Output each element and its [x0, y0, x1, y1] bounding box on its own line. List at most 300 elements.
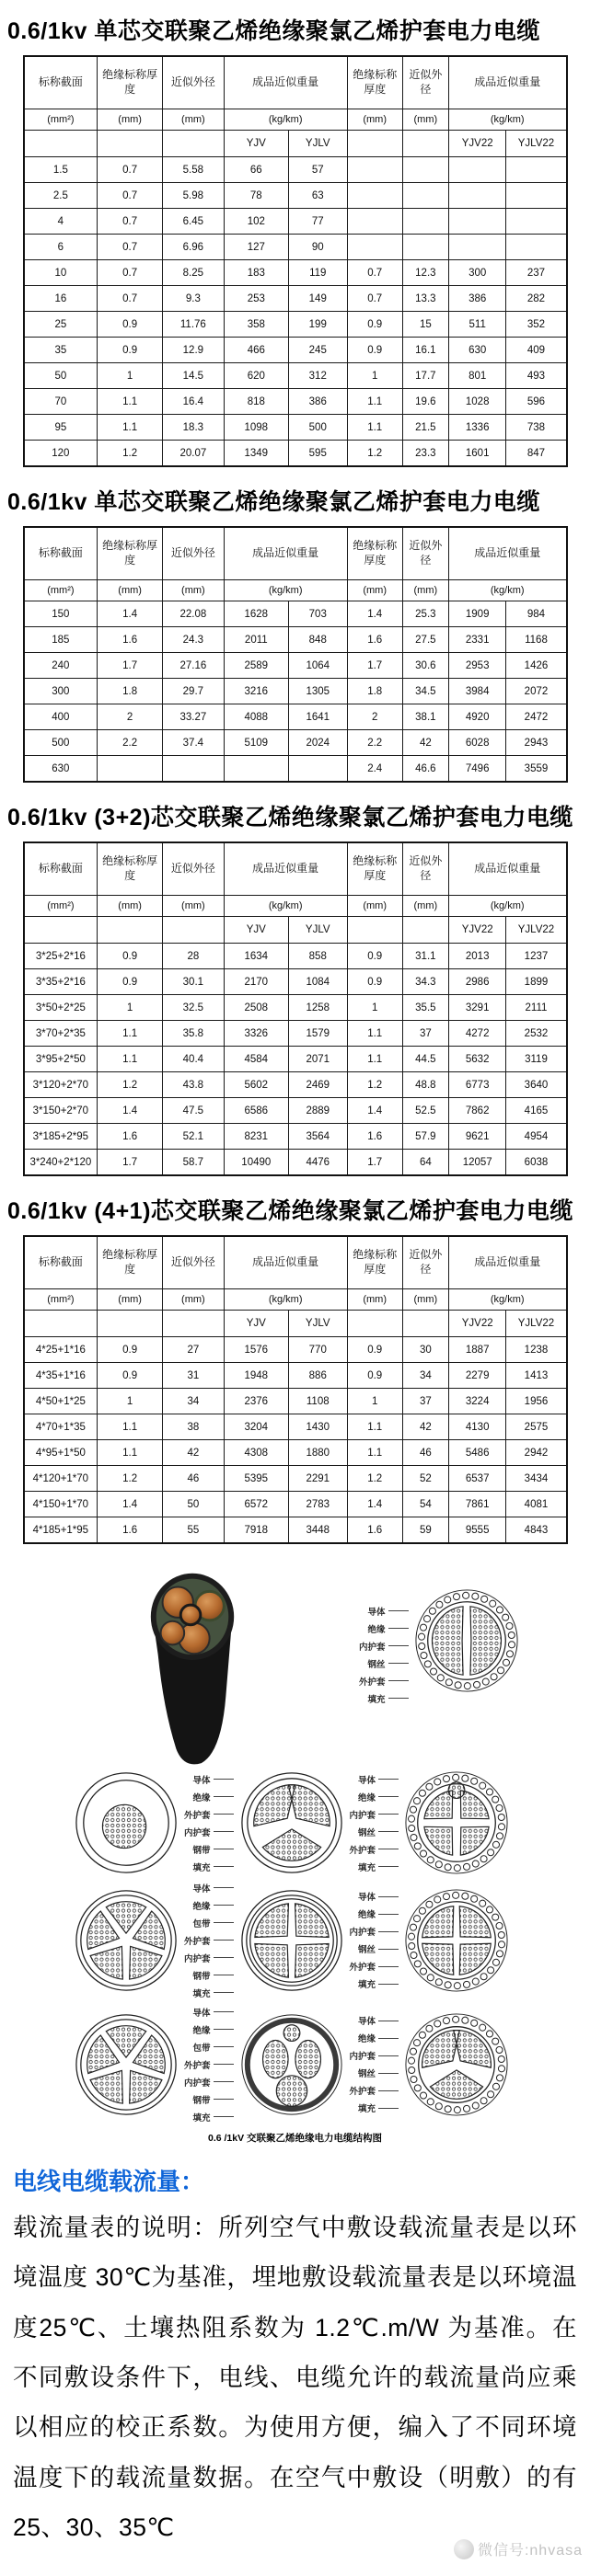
value-cell: 0.9 [98, 1337, 163, 1363]
diagram-label-text: 包带 [192, 2043, 211, 2054]
value-cell: 848 [288, 627, 347, 653]
table-row [24, 1363, 567, 1389]
value-cell: 1.4 [347, 1098, 402, 1124]
type-cell [163, 917, 225, 944]
value-cell: 0.7 [347, 286, 402, 312]
value-cell: 35.5 [402, 995, 448, 1021]
spec-table-4plus1-core [23, 1235, 568, 1544]
value-cell: 1956 [506, 1389, 567, 1414]
value-cell [448, 183, 506, 209]
value-cell: 55 [163, 1517, 225, 1544]
value-cell: 2 [347, 704, 402, 730]
value-cell: 1.1 [98, 1047, 163, 1072]
diagram-label-text: 填充 [358, 2104, 376, 2114]
leader-line [378, 1866, 399, 1867]
leader-line [378, 2090, 399, 2091]
value-cell: 2011 [224, 627, 288, 653]
value-cell: 3434 [506, 1466, 567, 1492]
value-cell: 32.5 [163, 995, 225, 1021]
value-cell: 31 [163, 1363, 225, 1389]
unit-cell: (mm) [98, 580, 163, 601]
value-cell: 2024 [288, 730, 347, 756]
value-cell: 33.27 [163, 704, 225, 730]
value-cell: 0.9 [98, 969, 163, 995]
wechat-logo-icon [454, 2539, 474, 2559]
value-cell: 35.8 [163, 1021, 225, 1047]
value-cell: 6.45 [163, 209, 225, 235]
table-row [24, 235, 567, 260]
value-cell: 8231 [224, 1124, 288, 1150]
value-cell: 1426 [506, 653, 567, 679]
value-cell: 3*240+2*120 [24, 1150, 98, 1176]
value-cell: 4*150+1*70 [24, 1492, 98, 1517]
leader-line [214, 1831, 234, 1832]
diagram-labels-armor [350, 2012, 399, 2117]
value-cell [506, 157, 567, 183]
value-cell: 1.6 [347, 1124, 402, 1150]
diagram-label [184, 1899, 234, 1912]
diagram-label [184, 1986, 234, 1999]
value-cell: 46 [163, 1466, 225, 1492]
type-cell: YJLV [288, 917, 347, 944]
value-cell: 1.4 [347, 601, 402, 627]
value-cell: 40.4 [163, 1047, 225, 1072]
value-cell: 4088 [224, 704, 288, 730]
value-cell: 34 [163, 1389, 225, 1414]
value-cell: 6537 [448, 1466, 506, 1492]
leader-line [388, 1610, 409, 1611]
value-cell: 27.5 [402, 627, 448, 653]
diagram-label [350, 2067, 399, 2079]
value-cell: 1 [98, 995, 163, 1021]
value-cell: 127 [224, 235, 288, 260]
value-cell: 3224 [448, 1389, 506, 1414]
table-row [24, 1098, 567, 1124]
table-row [24, 183, 567, 209]
value-cell: 1336 [448, 415, 506, 441]
diagram-label-text: 绝缘 [192, 1901, 211, 1912]
value-cell: 2111 [506, 995, 567, 1021]
value-cell: 4843 [506, 1517, 567, 1544]
table-row [24, 1337, 567, 1363]
value-cell: 818 [224, 389, 288, 415]
value-cell: 6586 [224, 1098, 288, 1124]
value-cell: 630 [24, 756, 98, 783]
unit-cell: (mm²) [24, 580, 98, 601]
value-cell: 4308 [224, 1440, 288, 1466]
diagram-c4armor [402, 1886, 511, 1995]
value-cell: 38.1 [402, 704, 448, 730]
diagram-label-text: 绝缘 [367, 1624, 386, 1635]
leader-line [378, 1831, 399, 1832]
diagram-label-text: 内护套 [349, 2052, 376, 2062]
column-header: 绝缘标称厚度 [347, 56, 402, 109]
type-cell [347, 131, 402, 157]
diagram-label-text: 内护套 [359, 1642, 386, 1653]
leader-line [214, 1866, 234, 1867]
value-cell: 3640 [506, 1072, 567, 1098]
leader-line [214, 1779, 234, 1780]
spec-table-single-core-small [23, 55, 568, 467]
diagram-label [184, 1917, 234, 1929]
table-row [24, 441, 567, 467]
type-cell [24, 1311, 98, 1337]
value-cell: 2943 [506, 730, 567, 756]
value-cell: 0.7 [98, 157, 163, 183]
table-3-title: 0.6/1kv (3+2)芯交联聚乙烯绝缘聚氯乙烯护套电力电缆 [7, 805, 573, 830]
cable-cross-section-c4p1armor [402, 1769, 511, 1877]
diagram-label-text: 外护套 [349, 2087, 376, 2097]
column-header: 绝缘标称厚度 [347, 527, 402, 580]
value-cell [224, 756, 288, 783]
leader-line [378, 1896, 399, 1897]
table-row [24, 679, 567, 704]
value-cell: 4*35+1*16 [24, 1363, 98, 1389]
unit-cell: (kg/km) [448, 580, 566, 601]
value-cell: 3291 [448, 995, 506, 1021]
value-cell: 1413 [506, 1363, 567, 1389]
value-cell: 7918 [224, 1517, 288, 1544]
type-cell [402, 917, 448, 944]
column-header: 近似外径 [163, 1236, 225, 1289]
value-cell: 1.4 [98, 1492, 163, 1517]
spec-table-3plus2-core [23, 841, 568, 1176]
diagram-label [184, 1860, 234, 1873]
leader-line [378, 1914, 399, 1915]
table-row [24, 1466, 567, 1492]
table-row [24, 601, 567, 627]
value-cell: 28 [163, 944, 225, 969]
value-cell: 46.6 [402, 756, 448, 783]
leader-line [388, 1698, 409, 1699]
value-cell: 2889 [288, 1098, 347, 1124]
value-cell: 0.9 [98, 338, 163, 363]
leader-line [214, 1796, 234, 1797]
diagram-labels-taped7 [184, 1879, 234, 2001]
diagram-label-text: 内护套 [349, 1928, 376, 1938]
diagram-label-text: 填充 [358, 1862, 376, 1873]
value-cell: 6028 [448, 730, 506, 756]
value-cell: 466 [224, 338, 288, 363]
value-cell: 4*185+1*95 [24, 1517, 98, 1544]
value-cell: 2071 [288, 1047, 347, 1072]
table-row [24, 1150, 567, 1176]
value-cell [402, 183, 448, 209]
value-cell: 70 [24, 389, 98, 415]
value-cell: 47.5 [163, 1098, 225, 1124]
value-cell: 22.08 [163, 601, 225, 627]
value-cell: 1349 [224, 441, 288, 467]
type-cell: YJLV [288, 1311, 347, 1337]
value-cell: 1.1 [98, 389, 163, 415]
column-header: 成品近似重量 [224, 1236, 347, 1289]
column-header: 标称截面 [24, 842, 98, 896]
unit-cell: (mm) [402, 1289, 448, 1311]
value-cell: 34.3 [402, 969, 448, 995]
value-cell: 1.1 [98, 1440, 163, 1466]
value-cell: 15 [402, 312, 448, 338]
column-header: 绝缘标称厚度 [98, 56, 163, 109]
cable-cross-section-c5 [72, 2010, 180, 2119]
value-cell: 1.6 [347, 1517, 402, 1544]
value-cell: 52.1 [163, 1124, 225, 1150]
value-cell: 358 [224, 312, 288, 338]
value-cell: 2472 [506, 704, 567, 730]
value-cell [347, 157, 402, 183]
value-cell: 1634 [224, 944, 288, 969]
type-cell [98, 917, 163, 944]
value-cell: 2279 [448, 1363, 506, 1389]
diagram-row-4 [72, 2003, 590, 2125]
value-cell [402, 209, 448, 235]
type-cell [24, 917, 98, 944]
value-cell: 2986 [448, 969, 506, 995]
leader-line [388, 1663, 409, 1664]
table-row [24, 338, 567, 363]
value-cell: 4*25+1*16 [24, 1337, 98, 1363]
value-cell: 312 [288, 363, 347, 389]
column-header: 标称截面 [24, 527, 98, 580]
leader-line [214, 1940, 234, 1941]
diagram-label-text: 导体 [358, 1893, 376, 1903]
diagram-label-text: 填充 [192, 1862, 211, 1873]
value-cell: 500 [24, 730, 98, 756]
diagram-label-text: 填充 [358, 1980, 376, 1990]
table-4-title: 0.6/1kv (4+1)芯交联聚乙烯绝缘聚氯乙烯护套电力电缆 [7, 1198, 573, 1224]
diagram-c3armor [402, 2010, 511, 2119]
diagram-label-text: 钢丝 [358, 2069, 376, 2079]
value-cell: 1.4 [347, 1492, 402, 1517]
leader-line [378, 1796, 399, 1797]
diagram-caption: 0.6 /1kV 交联聚乙烯绝缘电力电缆结构图 [207, 2133, 383, 2144]
value-cell: 2589 [224, 653, 288, 679]
diagram-row-3 [72, 1879, 590, 2001]
value-cell: 12057 [448, 1150, 506, 1176]
value-cell: 183 [224, 260, 288, 286]
leader-line [214, 2064, 234, 2065]
value-cell: 2376 [224, 1389, 288, 1414]
leader-line [378, 1966, 399, 1967]
value-cell: 0.7 [98, 209, 163, 235]
value-cell: 1 [98, 363, 163, 389]
diagram-label-text: 钢带 [192, 2095, 211, 2106]
cable-cross-section-c4 [237, 1886, 346, 1995]
diagram-label [350, 2014, 399, 2027]
value-cell: 2532 [506, 1021, 567, 1047]
value-cell: 9.3 [163, 286, 225, 312]
diagram-label [184, 1826, 234, 1838]
value-cell: 63 [288, 183, 347, 209]
value-cell: 6773 [448, 1072, 506, 1098]
value-cell: 386 [288, 389, 347, 415]
value-cell: 30.6 [402, 653, 448, 679]
type-cell [347, 917, 402, 944]
column-header: 成品近似重量 [448, 1236, 566, 1289]
value-cell: 4584 [224, 1047, 288, 1072]
value-cell: 1.2 [347, 1072, 402, 1098]
value-cell: 5109 [224, 730, 288, 756]
diagram-label [184, 1969, 234, 1982]
value-cell: 352 [506, 312, 567, 338]
value-cell: 2469 [288, 1072, 347, 1098]
value-cell: 48.8 [402, 1072, 448, 1098]
value-cell: 3*150+2*70 [24, 1098, 98, 1124]
value-cell: 858 [288, 944, 347, 969]
value-cell: 984 [506, 601, 567, 627]
diagram-label-text: 绝缘 [358, 1792, 376, 1803]
value-cell: 20.07 [163, 441, 225, 467]
leader-line [378, 1984, 399, 1985]
table-row [24, 756, 567, 783]
value-cell: 620 [224, 363, 288, 389]
unit-cell: (kg/km) [224, 109, 347, 131]
cable-cross-section-c5 [72, 1886, 180, 1995]
unit-cell: (kg/km) [448, 109, 566, 131]
value-cell: 0.7 [98, 183, 163, 209]
value-cell: 1.4 [98, 1098, 163, 1124]
value-cell: 1430 [288, 1414, 347, 1440]
diagram-label [359, 1657, 409, 1670]
value-cell [163, 756, 225, 783]
value-cell: 2072 [506, 679, 567, 704]
leader-line [378, 1949, 399, 1950]
diagram-label [184, 2023, 234, 2036]
diagram-label [359, 1675, 409, 1688]
column-header: 近似外径 [163, 842, 225, 896]
type-cell [402, 131, 448, 157]
diagram-label [184, 2076, 234, 2089]
diagram-label-text: 外护套 [184, 1936, 211, 1947]
value-cell: 0.9 [347, 1337, 402, 1363]
value-cell: 4 [24, 209, 98, 235]
value-cell: 59 [402, 1517, 448, 1544]
value-cell: 1 [98, 1389, 163, 1414]
column-header: 标称截面 [24, 56, 98, 109]
ampacity-paragraph: 载流量表的说明：所列空气中敷设载流量表是以环境温度 30℃为基准，埋地敷设载流量表是以环境温度25℃、土壤热阻系数为 1.2℃.m/W 为基准。在不同敷设条件下，电线、电缆允许的载流量尚应乘以相应的校正系数。为使用方便，编入了不同环境温度下的载流量数据。在空气中敷设（明敷）的有 25、30、35℃ [13, 2214, 577, 2541]
diagram-label-text: 外护套 [184, 1810, 211, 1821]
value-cell: 3*25+2*16 [24, 944, 98, 969]
value-cell: 52.5 [402, 1098, 448, 1124]
value-cell: 4*70+1*35 [24, 1414, 98, 1440]
value-cell: 2.5 [24, 183, 98, 209]
value-cell: 6038 [506, 1150, 567, 1176]
diagram-label-text: 包带 [192, 1918, 211, 1929]
leader-line [378, 2108, 399, 2109]
column-header: 成品近似重量 [448, 56, 566, 109]
value-cell: 3204 [224, 1414, 288, 1440]
diagram-label [350, 1791, 399, 1803]
value-cell [402, 157, 448, 183]
table-row [24, 1072, 567, 1098]
leader-line [214, 1922, 234, 1923]
type-cell [98, 131, 163, 157]
value-cell: 7862 [448, 1098, 506, 1124]
value-cell: 78 [224, 183, 288, 209]
diagram-c2armor [412, 1586, 521, 1695]
diagram-c3p1 [237, 2010, 346, 2119]
value-cell: 3*95+2*50 [24, 1047, 98, 1072]
diagram-label [350, 2101, 399, 2114]
diagram-label-text: 导体 [358, 1775, 376, 1786]
value-cell: 58.7 [163, 1150, 225, 1176]
value-cell: 7496 [448, 756, 506, 783]
table-row [24, 944, 567, 969]
value-cell: 42 [402, 1414, 448, 1440]
value-cell: 54 [402, 1492, 448, 1517]
value-cell: 253 [224, 286, 288, 312]
diagram-labels-armor [350, 1770, 399, 1875]
diagram-label-text: 填充 [192, 1988, 211, 1999]
table-row [24, 1517, 567, 1544]
value-cell: 120 [24, 441, 98, 467]
value-cell: 237 [506, 260, 567, 286]
value-cell: 12.3 [402, 260, 448, 286]
column-header: 标称截面 [24, 1236, 98, 1289]
value-cell: 2331 [448, 627, 506, 653]
diagram-label-text: 钢丝 [367, 1659, 386, 1670]
value-cell: 1628 [224, 601, 288, 627]
table-row [24, 995, 567, 1021]
table-row [24, 363, 567, 389]
diagram-label-text: 内护套 [184, 2078, 211, 2089]
value-cell: 245 [288, 338, 347, 363]
diagram-label [184, 1773, 234, 1786]
value-cell: 1.1 [347, 1414, 402, 1440]
diagram-label-text: 内护套 [184, 1953, 211, 1964]
leader-line [388, 1680, 409, 1681]
value-cell: 50 [163, 1492, 225, 1517]
column-header: 成品近似重量 [448, 527, 566, 580]
table-row [24, 1492, 567, 1517]
value-cell: 1098 [224, 415, 288, 441]
leader-line [214, 2046, 234, 2047]
value-cell: 1.6 [98, 1517, 163, 1544]
type-cell [24, 131, 98, 157]
value-cell: 1.6 [98, 1124, 163, 1150]
unit-cell: (mm²) [24, 1289, 98, 1311]
value-cell: 1.1 [347, 415, 402, 441]
value-cell: 9621 [448, 1124, 506, 1150]
column-header: 成品近似重量 [448, 842, 566, 896]
diagram-label [350, 1925, 399, 1938]
diagram-label [184, 1952, 234, 1964]
value-cell: 16.4 [163, 389, 225, 415]
value-cell: 37 [402, 1389, 448, 1414]
value-cell: 37 [402, 1021, 448, 1047]
diagram-c4p1armor [402, 1769, 511, 1877]
value-cell: 44.5 [402, 1047, 448, 1072]
diagram-label [359, 1622, 409, 1635]
column-header: 近似外径 [402, 527, 448, 580]
type-cell: YJV [224, 1311, 288, 1337]
value-cell: 31.1 [402, 944, 448, 969]
value-cell: 42 [163, 1440, 225, 1466]
diagram-label [359, 1605, 409, 1618]
value-cell: 1305 [288, 679, 347, 704]
value-cell: 1.1 [347, 1440, 402, 1466]
value-cell: 2.2 [347, 730, 402, 756]
leader-line [214, 1992, 234, 1993]
diagram-label-text: 绝缘 [358, 2034, 376, 2044]
value-cell: 0.9 [98, 312, 163, 338]
value-cell: 4*95+1*50 [24, 1440, 98, 1466]
value-cell: 19.6 [402, 389, 448, 415]
type-cell [347, 1311, 402, 1337]
diagram-row-2 [72, 1769, 590, 1877]
value-cell: 21.5 [402, 415, 448, 441]
value-cell: 282 [506, 286, 567, 312]
leader-line [378, 1814, 399, 1815]
